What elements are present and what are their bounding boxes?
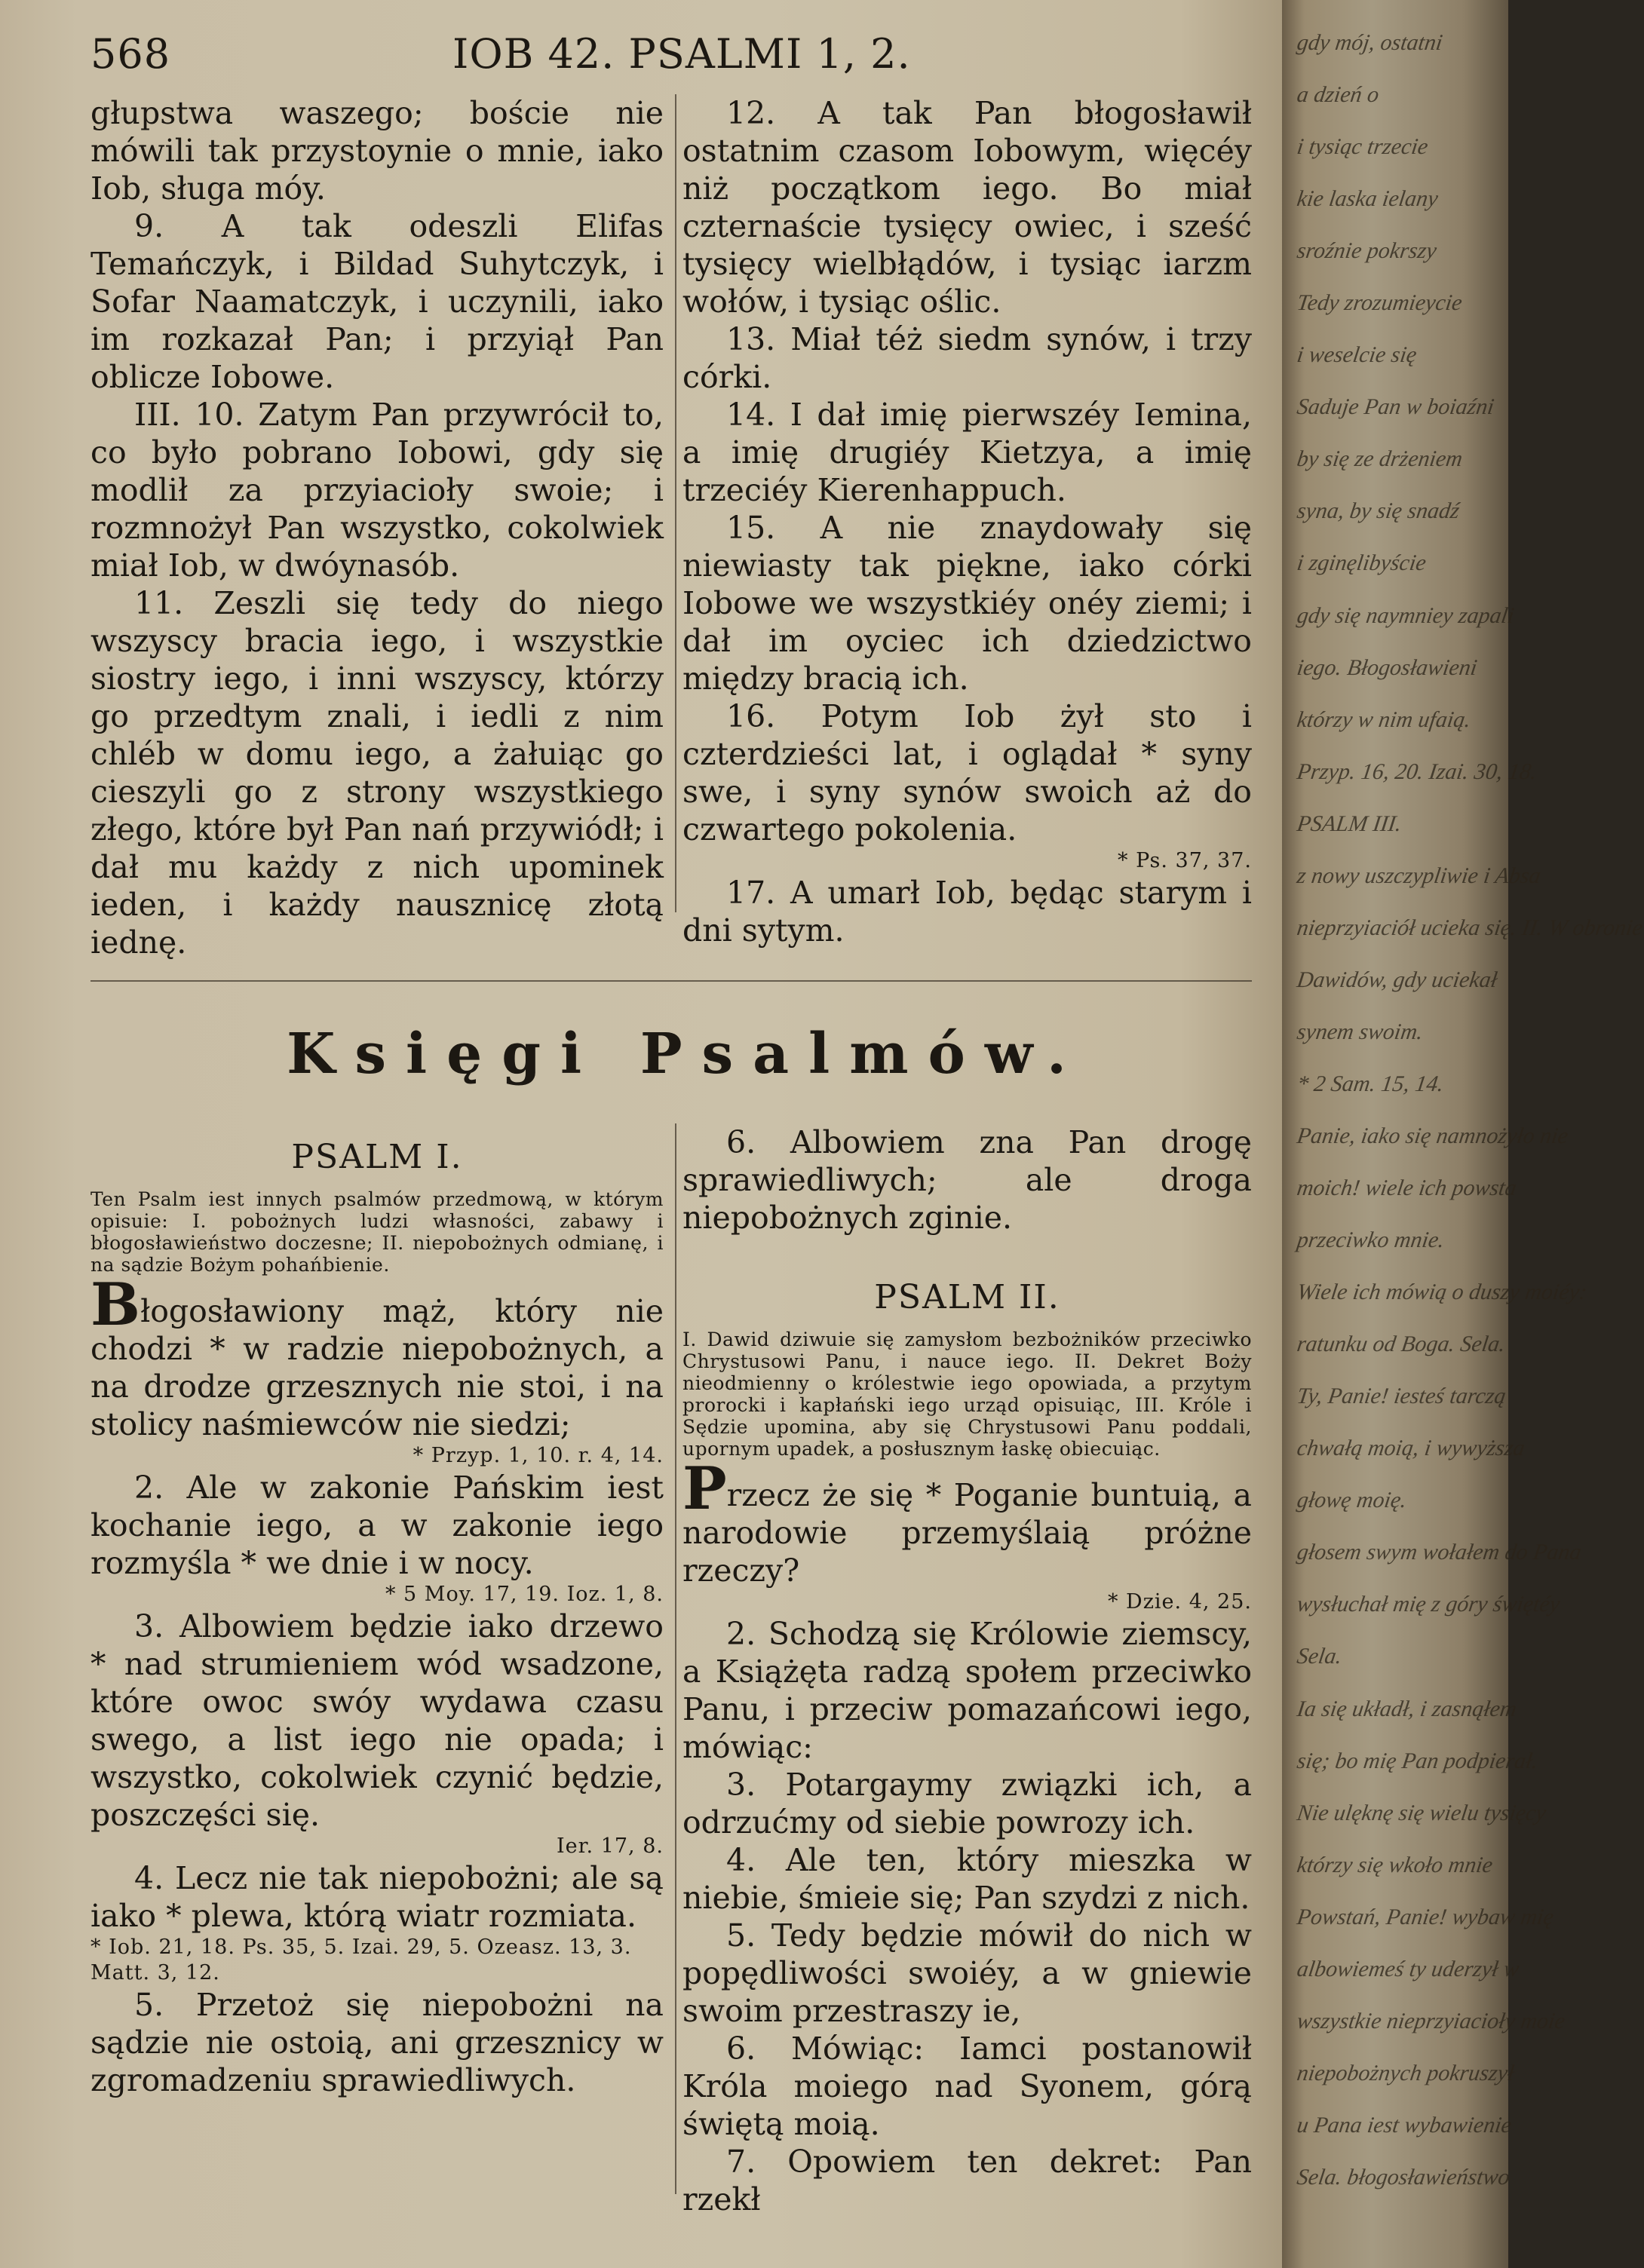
psalm-2-dropcap: P: [682, 1454, 727, 1523]
section-divider: [90, 980, 1252, 982]
facing-page-line: i tysiąc trzecie: [1295, 134, 1430, 160]
psalm-2-column: [682, 1123, 1252, 2218]
psalm-2-verse-3: 3. Potargaymy związki ich, a odrzućmy od siebie powrozy ich.: [682, 1767, 1252, 1840]
psalm-1-summary: Ten Psalm iest innych psalmów przedmową, w którym opisuie: I. pobożnych ludzi własności, zabawy i błogosławieństwo doczesne; II. niepobożnych odmianę, i na sądzie Bożym pohańbienie.: [90, 1188, 664, 1276]
job-right-column: [682, 94, 1252, 949]
psalm-1-verse-3: 3. Albowiem będzie iako drzewo * nad strumieniem wód wsadzone, które owoc swóy wydawa czasu swego, a list iego nie opada; i wszystko, cokolwiek czynić będzie, poszczęści się.: [90, 1608, 664, 1833]
facing-page-line: niepobożnych pokruszył: [1295, 2060, 1516, 2086]
psalm-2-verse-4: 4. Ale ten, który mieszka w niebie, śmieie się; Pan szydzi z nich.: [682, 1842, 1252, 1916]
psalm-1-verse-2-reference: * 5 Moy. 17, 19. Ioz. 1, 8.: [385, 1583, 664, 1606]
facing-page-line: sroźnie pokrszy: [1295, 238, 1439, 264]
job-left-column: [90, 94, 664, 961]
facing-page-line: iego. Błogosławieni: [1295, 654, 1479, 680]
psalm-2-verse-6: 6. Mówiąc: Iamci postanowił Króla moiego nad Syonem, górą świętą moią.: [682, 2030, 1252, 2142]
psalm-1-verse-6: 6. Albowiem zna Pan drogę sprawiedliwych; ale droga niepobożnych zginie.: [682, 1124, 1252, 1236]
facing-page-line: Dawidów, gdy uciekał: [1295, 967, 1499, 992]
facing-page-line: ratunku od Boga. Sela.: [1295, 1332, 1508, 1357]
facing-page-line: a dzień o: [1295, 82, 1381, 108]
facing-page-line: Tedy zrozumieycie: [1295, 290, 1464, 316]
job-verse-16-reference: * Ps. 37, 37.: [1117, 849, 1252, 872]
psalm-1-verse-2: 2. Ale w zakonie Pańskim iest kochanie iego, a w zakonie iego rozmyśla * we dnie i w nocy.: [90, 1470, 664, 1581]
facing-page-line: kie laska ielany: [1295, 186, 1440, 212]
facing-page-line: z nowy uszczypliwie i Absa: [1295, 863, 1543, 888]
facing-page-line: Ia się układł, i zasnąłem: [1295, 1696, 1519, 1721]
facing-page-line: by się ze drżeniem: [1295, 446, 1465, 472]
psalm-2-verse-5: 5. Tedy będzie mówił do nich w popędliwości swoiéy, a w gniewie swoim przestraszy ie,: [682, 1917, 1252, 2029]
psalm-2-verse-1-reference: * Dzie. 4, 25.: [1107, 1590, 1252, 1614]
job-verse-15: 15. A nie znaydowały się niewiasty tak piękne, iako córki Iobowe we wszystkiéy onéy ziemi; i dał im oyciec ich dziedzictwo między bracią ich.: [682, 510, 1252, 697]
facing-page-line: * 2 Sam. 15, 14.: [1295, 1071, 1446, 1096]
psalm-1-verse-4-reference-2: Matt. 3, 12.: [90, 1961, 220, 1985]
psalm-2-verse-1: [682, 1454, 1252, 1589]
psalm-1-column: [90, 1139, 664, 2099]
facing-page-line: się; bo mię Pan podpierał.: [1295, 1748, 1540, 1773]
facing-page-line: syna, by się snadź: [1295, 498, 1462, 524]
facing-page-line: i zginęlibyście: [1295, 550, 1428, 576]
facing-page-line: wszystkie nieprzyiacioły moie: [1295, 2008, 1567, 2034]
psalm-1-heading: PSALM I.: [291, 1138, 463, 1176]
psalm-1-verse-3-reference: Ier. 17, 8.: [556, 1834, 664, 1858]
psalm-1-verse-4-reference-1: * Iob. 21, 18. Ps. 35, 5. Izai. 29, 5. Ozeasz. 13, 3.: [90, 1935, 632, 1959]
book-title: Księgi Psalmów.: [287, 1022, 1086, 1086]
psalm-1-verse-1: [90, 1270, 664, 1443]
job-verse-16: 16. Potym Iob żył sto i czterdzieści lat, i oglądał * syny swe, i syny synów swoich aż do czwartego pokolenia.: [682, 698, 1252, 847]
page-number: 568: [90, 30, 171, 78]
facing-page-line: którzy się wkoło mnie: [1295, 1852, 1495, 1877]
facing-page-edge: [1282, 0, 1644, 2268]
facing-page-line: Nie ulęknę się wielu tysięcy: [1295, 1800, 1548, 1825]
facing-page-line: albowiemeś ty uderzył w: [1295, 1956, 1521, 1981]
facing-page-line: gdy mój, ostatni: [1295, 30, 1444, 55]
psalm-1-verse-5: 5. Przetoż się niepobożni na sądzie nie ostoią, ani grzesznicy w zgromadzeniu sprawiedliwych.: [90, 1987, 664, 2098]
facing-page-line: Wiele ich mówią o duszy moiéy:: [1295, 1280, 1589, 1305]
facing-page-line: moich! wiele ich powsta: [1295, 1175, 1519, 1201]
job-verse-9: 9. A tak odeszli Elifas Temańczyk, i Bildad Suhytczyk, i Sofar Naamatczyk, i uczynili, iako im rozkazał Pan; i przyiął Pan oblicze Iobowe.: [90, 208, 664, 395]
facing-page-line: synem swoim.: [1295, 1019, 1425, 1044]
column-divider-top: [675, 94, 676, 912]
column-divider-bottom: [675, 1123, 676, 2194]
facing-page-line: Sela. błogosławieństwo: [1295, 2164, 1512, 2190]
psalm-1-verse-1-reference: * Przyp. 1, 10. r. 4, 14.: [413, 1444, 664, 1467]
facing-page-line: u Pana iest wybawienie: [1295, 2112, 1514, 2138]
facing-page-line: głowę moię.: [1295, 1488, 1409, 1513]
psalm-1-dropcap: B: [90, 1270, 140, 1339]
psalm-2-summary: I. Dawid dziwuie się zamysłom bezbożników przeciwko Chrystusowi Panu, i nauce iego. II. Dekret Boży nieodmienny o królestwie iego opowiada, a przytym prorocki i kapłański iego urząd opisuiąc, III. Króle i Sędzie upomina, aby się Chrystusowi Panu poddali, upornym upadek, a posłusznym łaskę obiecuiąc.: [682, 1329, 1252, 1460]
job-verse-14: 14. I dał imię pierwszéy Iemina, a imię drugiéy Kietzya, a imię trzeciéy Kierenhappuch.: [682, 397, 1252, 508]
facing-page-line: przeciwko mnie.: [1295, 1227, 1446, 1253]
facing-page-line: Sela.: [1295, 1644, 1344, 1669]
facing-page-line: głosem swym wołałem do Pana: [1295, 1540, 1584, 1565]
psalm-1-verse-1-text: łogosławiony mąż, który nie chodzi * w radzie niepobożnych, a na drodze grzesznych nie stoi, i na stolicy naśmiewców nie siedzi;: [90, 1293, 664, 1442]
running-title: IOB 42. PSALMI 1, 2.: [452, 30, 911, 78]
psalm-2-verse-1-text: rzecz że się * Poganie buntuią, a narodowie przemyślaią próżne rzeczy?: [682, 1477, 1252, 1589]
psalm-2-verse-7: 7. Opowiem ten dekret: Pan rzekł: [682, 2144, 1252, 2217]
facing-page-line: Ty, Panie! iesteś tarczą: [1295, 1384, 1508, 1409]
facing-page-line: i weselcie się: [1295, 342, 1419, 368]
job-verse-11: 11. Zeszli się tedy do niego wszyscy bracia iego, i wszystkie siostry iego, i inni wszyscy, którzy go przedtym znali, i iedli z nim chléb w domu iego, a żałuiąc go cieszyli go z strony wszystkiego złego, które był Pan nań przywiódł; i dał mu każdy z nich upominek ieden, i każdy nausznicę złotą iednę.: [90, 585, 664, 961]
facing-page-line: wysłuchał mię z góry świętéy: [1295, 1592, 1562, 1617]
running-head: [90, 30, 1267, 83]
facing-page-line: którzy w nim ufaią.: [1295, 706, 1473, 732]
psalm-2-heading: PSALM II.: [874, 1278, 1060, 1316]
job-verse-13: 13. Miał téż siedm synów, i trzy córki.: [682, 321, 1252, 395]
facing-page-line: PSALM III.: [1295, 811, 1403, 836]
facing-page-line: nieprzyiaciół ucieka się. II. W obronie: [1295, 915, 1644, 940]
psalm-2-verse-2: 2. Schodzą się Królowie ziemscy, a Książęta radzą społem przeciwko Panu, i przeciw pomazańcowi iego, mówiąc:: [682, 1616, 1252, 1765]
psalm-1-verse-4: 4. Lecz nie tak niepobożni; ale są iako * plewa, którą wiatr rozmiata.: [90, 1860, 664, 1934]
job-verse-10: III. 10. Zatym Pan przywrócił to, co było pobrano Iobowi, gdy się modlił za przyiacioły swoie; i rozmnożył Pan wszystko, cokolwiek miał Iob, w dwóynasób.: [90, 397, 664, 584]
facing-page-line: Saduje Pan w boiaźni: [1295, 394, 1496, 420]
facing-page-line: Powstań, Panie! wybaw mię: [1295, 1904, 1556, 1929]
job-verse-8-end: głupstwa waszego; boście nie mówili tak przystoynie o mnie, iako Iob, sługa móy.: [90, 95, 664, 207]
facing-page-line: Panie, iako się namnożyło nie: [1295, 1123, 1570, 1148]
job-verse-12: 12. A tak Pan błogosławił ostatnim czasom Iobowym, więcéy niż początkom iego. Bo miał czternaście tysięcy owiec, i sześć tysięcy wielbłądów, i tysiąc iarzm wołów, i tysiąc oślic.: [682, 95, 1252, 320]
job-verse-17: 17. A umarł Iob, będąc starym i dni sytym.: [682, 875, 1252, 949]
facing-page-line: gdy się naymniey zapali: [1295, 602, 1516, 628]
facing-page-line: Przyp. 16, 20. Izai. 30, 18.: [1295, 759, 1538, 784]
facing-page-line: chwałą moią, i wywyższa: [1295, 1436, 1527, 1461]
